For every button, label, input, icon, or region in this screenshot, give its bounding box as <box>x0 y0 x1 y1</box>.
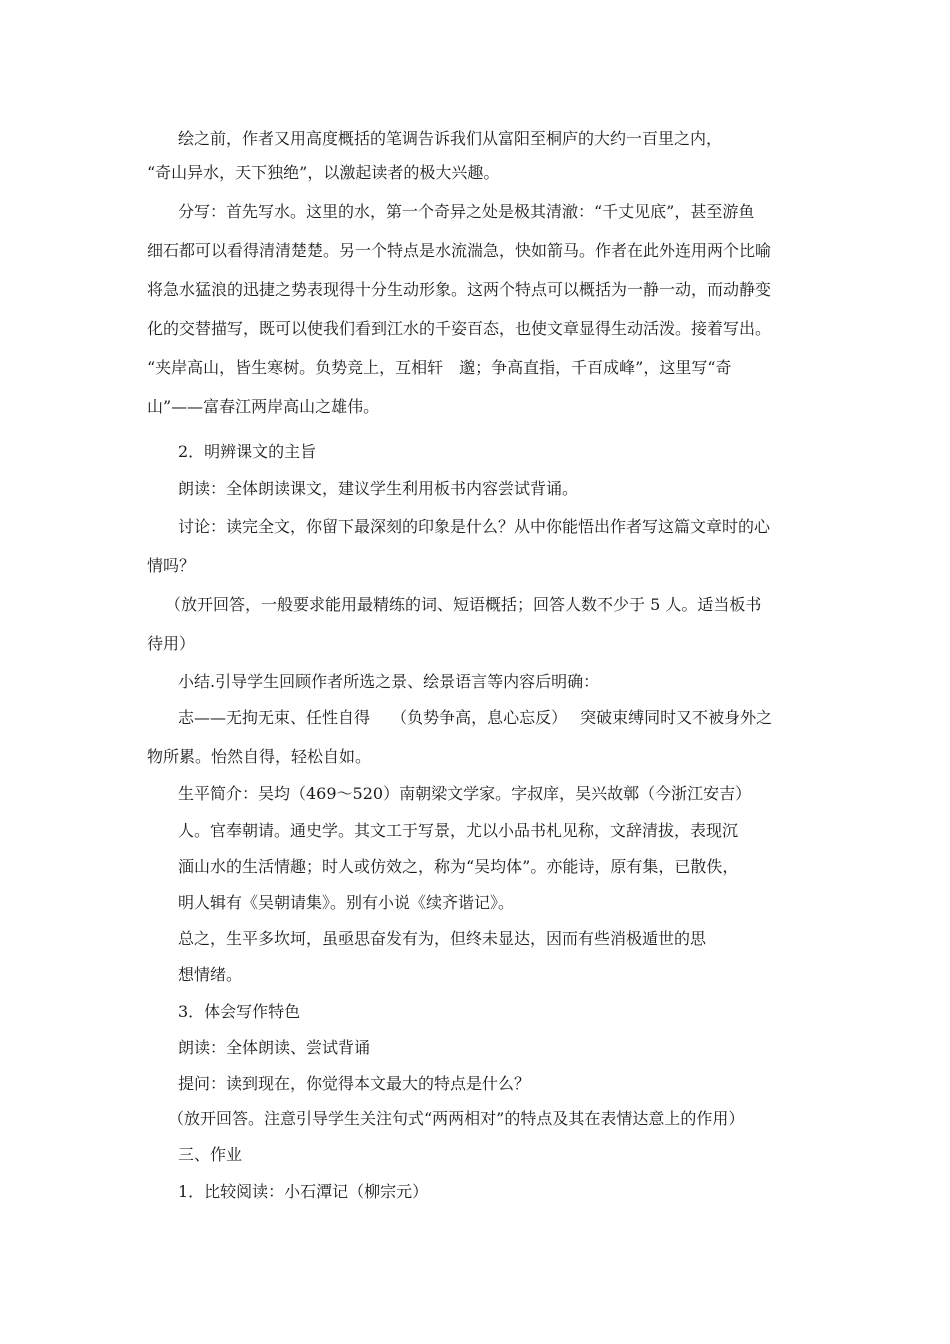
paragraph-line: 细石都可以看得清清楚楚。另一个特点是水流湍急，快如箭马。作者在此外连用两个比喻 <box>147 241 772 260</box>
paragraph-line: （放开回答。注意引导学生关注句式“两两相对”的特点及其在表情达意上的作用） <box>168 1109 745 1128</box>
paragraph-line: 待用） <box>147 634 196 653</box>
paragraph-line: 山”——富春江两岸高山之雄伟。 <box>147 397 380 416</box>
paragraph-line: 小结.引导学生回顾作者所选之景、绘景语言等内容后明确： <box>178 672 600 691</box>
section-heading: 3．体会写作特色 <box>178 1002 301 1021</box>
paragraph-line: 1．比较阅读：小石潭记（柳宗元） <box>178 1182 429 1201</box>
paragraph-line: 湎山水的生活情趣；时人或仿效之，称为“吴均体”。亦能诗，原有集，已散佚， <box>178 857 739 876</box>
paragraph-line: 志——无拘无束、任性自得 （负势争高，息心忘反） 突破束缚同时又不被身外之 <box>178 708 773 727</box>
paragraph-line: 朗读：全体朗读课文，建议学生利用板书内容尝试背诵。 <box>178 479 579 498</box>
paragraph-line: “奇山异水，天下独绝”，以激起读者的极大兴趣。 <box>147 163 500 182</box>
paragraph-line: （放开回答，一般要求能用最精练的词、短语概括；回答人数不少于 5 人。适当板书 <box>165 595 762 614</box>
paragraph-line: 物所累。怡然自得，轻松自如。 <box>147 747 372 766</box>
paragraph-line: 生平简介：吴均（469～520）南朝梁文学家。字叔庠，吴兴故鄣（今浙江安吉） <box>178 784 752 803</box>
paragraph-line: 明人辑有《吴朝请集》。别有小说《续齐谐记》。 <box>178 893 515 912</box>
paragraph-line: 想情绪。 <box>178 965 243 984</box>
paragraph-line: 将急水猛浪的迅捷之势表现得十分生动形象。这两个特点可以概括为一静一动，而动静变 <box>147 280 772 299</box>
section-heading: 三、作业 <box>178 1145 243 1164</box>
paragraph-line: 分写：首先写水。这里的水，第一个奇异之处是极其清澈：“千丈见底”，甚至游鱼 <box>178 202 755 221</box>
paragraph-line: 讨论：读完全文，你留下最深刻的印象是什么？从中你能悟出作者写这篇文章时的心 <box>178 517 771 536</box>
paragraph-line: “夹岸高山，皆生寒树。负势竞上，互相轩 邈；争高直指，千百成峰”，这里写“奇 <box>147 358 732 377</box>
paragraph-line: 化的交替描写，既可以使我们看到江水的千姿百态，也使文章显得生动活泼。接着写出。 <box>147 319 772 338</box>
paragraph-line: 人。官奉朝请。通史学。其文工于写景，尤以小品书札见称，文辞清拔，表现沉 <box>178 821 739 840</box>
paragraph-line: 情吗？ <box>147 556 196 575</box>
paragraph-line: 提问：读到现在，你觉得本文最大的特点是什么？ <box>178 1074 531 1093</box>
paragraph-line: 绘之前，作者又用高度概括的笔调告诉我们从富阳至桐庐的大约一百里之内， <box>178 129 723 148</box>
paragraph-line: 朗读：全体朗读、尝试背诵 <box>178 1038 371 1057</box>
section-heading: 2．明辨课文的主旨 <box>178 442 317 461</box>
paragraph-line: 总之，生平多坎坷，虽亟思奋发有为，但终未显达，因而有些消极遁世的思 <box>178 929 707 948</box>
